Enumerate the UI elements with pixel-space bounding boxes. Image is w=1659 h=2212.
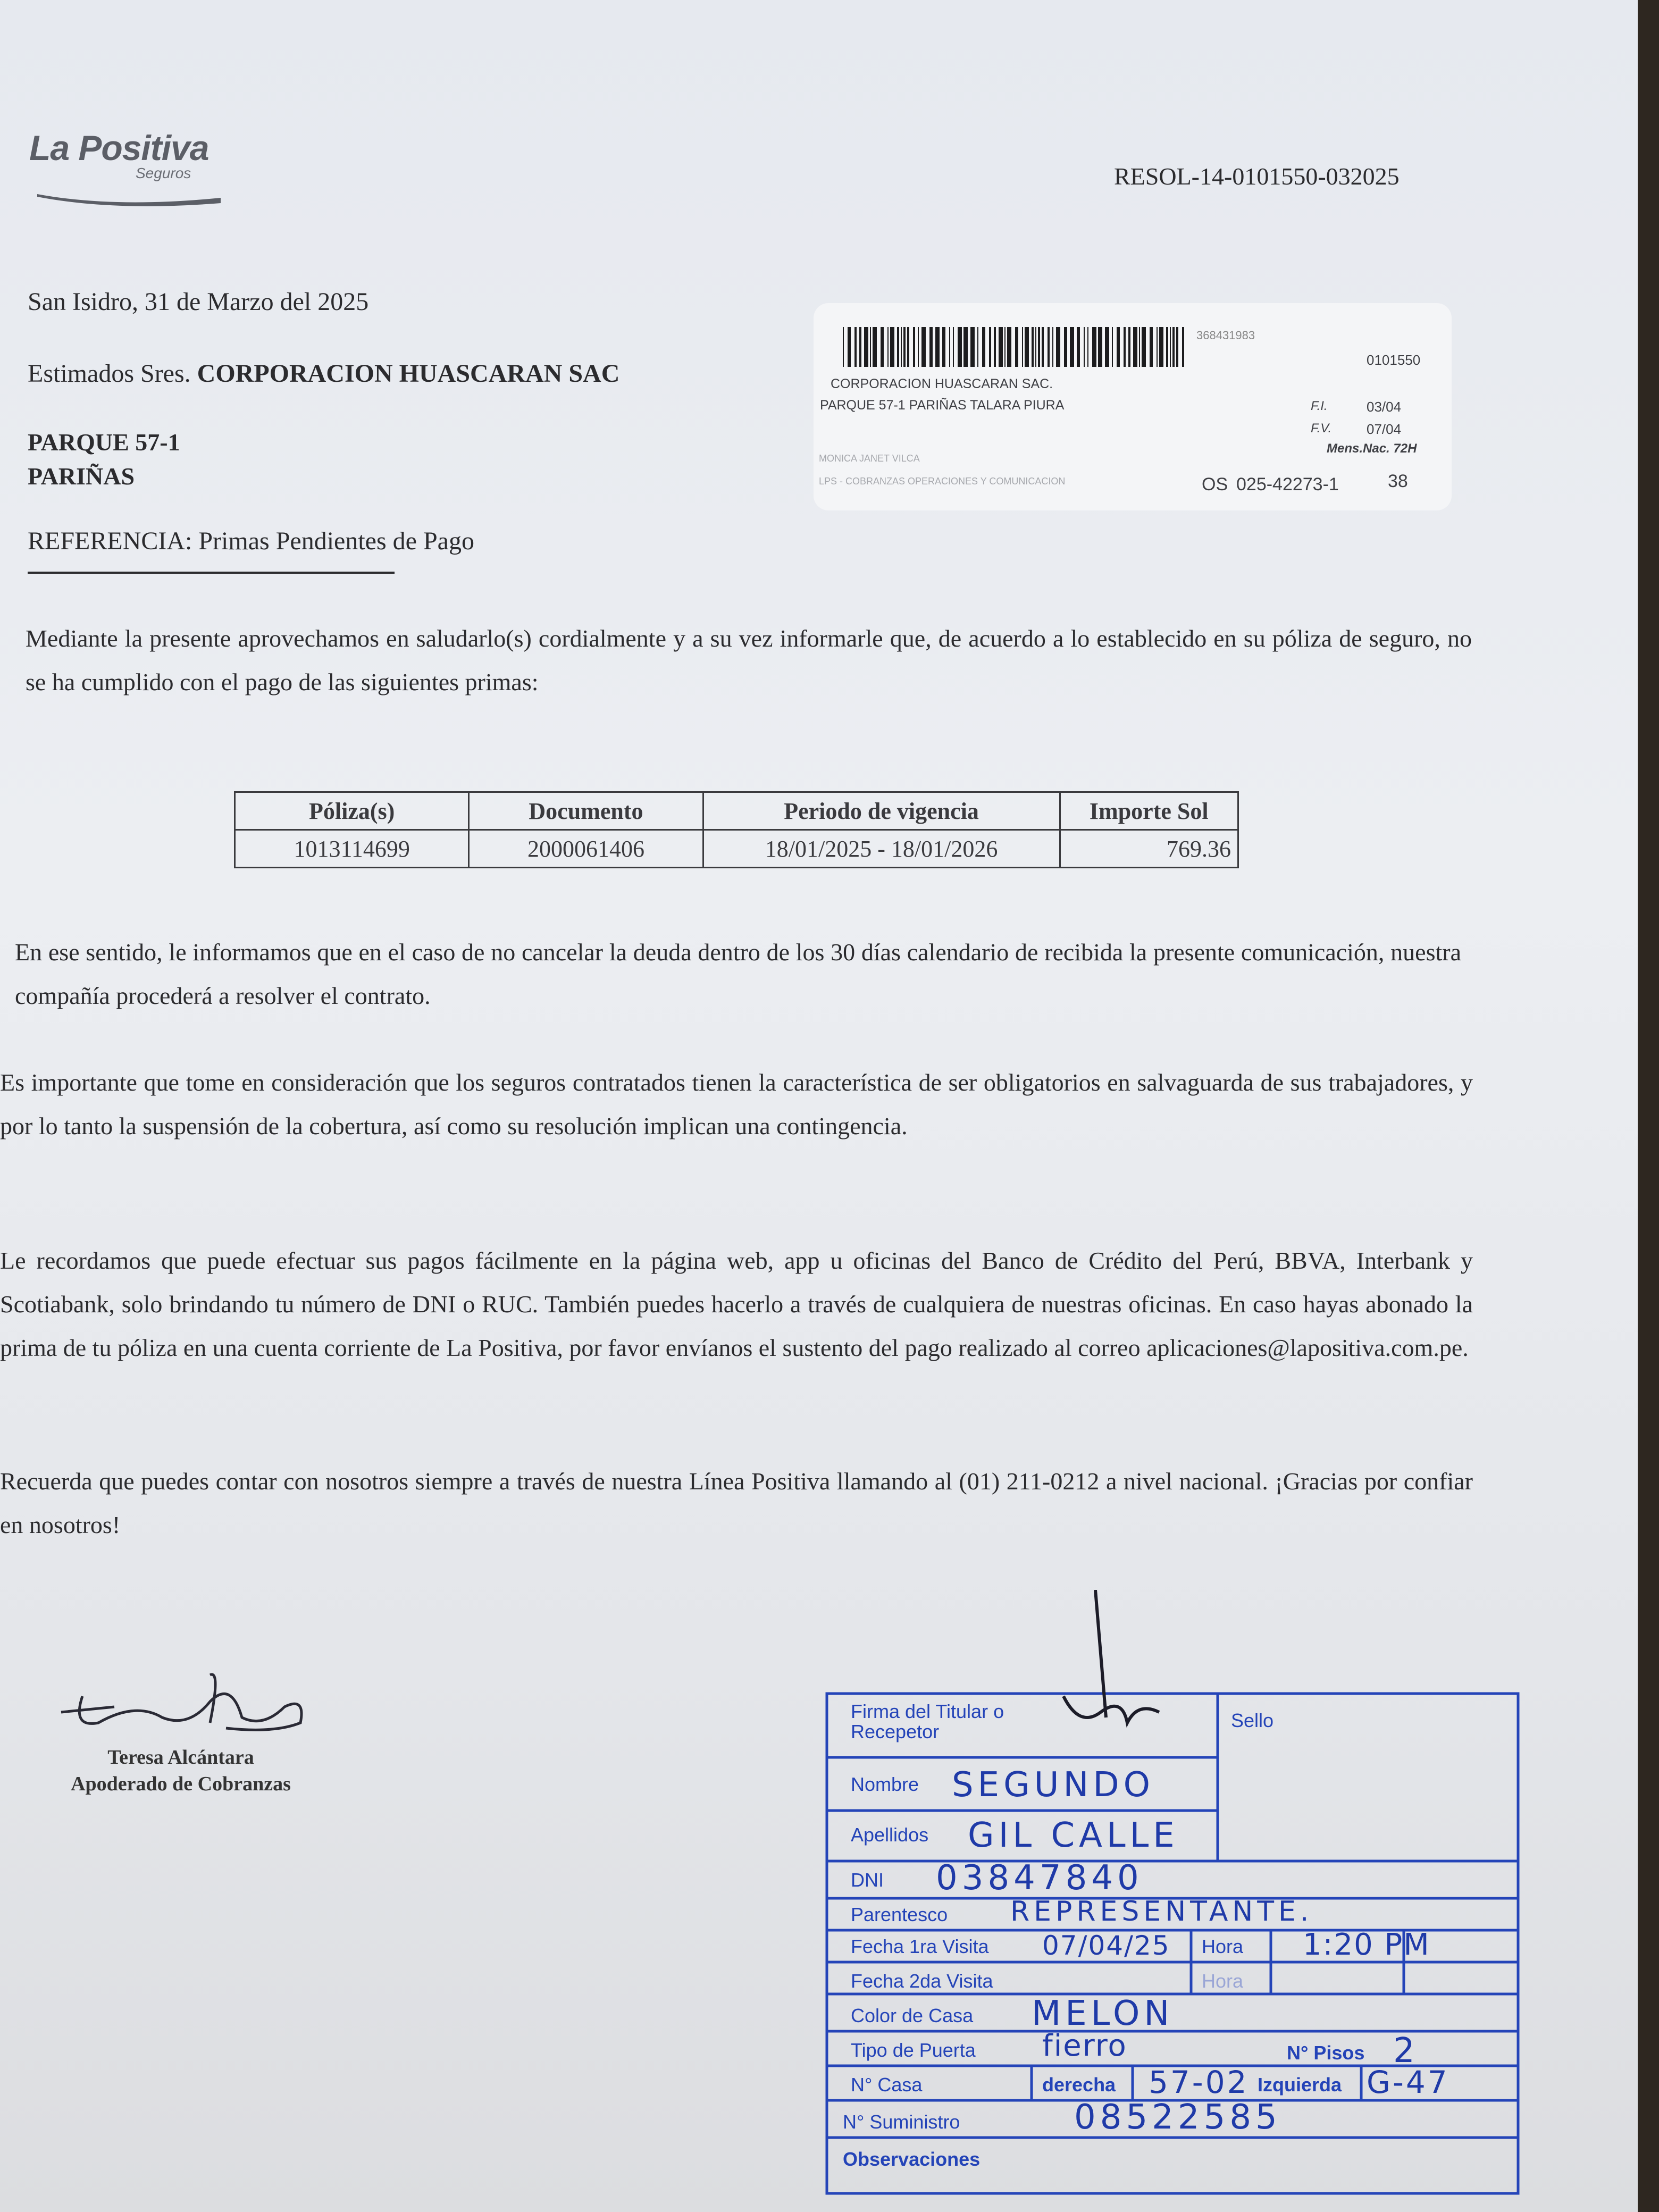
- paragraph-payment: Le recordamos que puede efectuar sus pagos fácilmente en la página web, app u oficinas del Banco de Crédito del Perú, BBVA, Interbank y Scotiabank, solo brindando tu número de DNI o RUC. También puedes hacerlo a través de cualquiera de nuestras oficinas. En caso hayas abonado la prima de tu póliza en una cuenta corriente de La Positiva, por favor envíanos el sustento del pago realizado al correo aplicaciones@lapositiva.com.pe.: [0, 1247, 1473, 1361]
- parentesco-label: Parentesco: [851, 1904, 948, 1925]
- tipo-puerta-value: fierro: [1042, 2029, 1127, 2063]
- cell-period: 18/01/2025 - 18/01/2026: [703, 830, 1060, 868]
- label-recipient: CORPORACION HUASCARAN SAC.: [831, 376, 1053, 391]
- col-header-policy: Póliza(s): [235, 792, 469, 830]
- table-row: [235, 830, 1238, 868]
- resolution-number: RESOL-14-0101550-032025: [1114, 163, 1400, 190]
- paragraph-contact: Recuerda que puedes contar con nosotros siempre a través de nuestra Línea Positiva llamando al (01) 211-0212 a nivel nacional. ¡Gracias por confiar en nosotros!: [0, 1468, 1473, 1538]
- shipping-label: [814, 303, 1452, 510]
- address-line-1: PARQUE 57-1: [28, 429, 180, 456]
- apellidos-label: Apellidos: [851, 1824, 929, 1846]
- greeting: [28, 359, 619, 388]
- signer-name: Teresa Alcántara: [107, 1746, 254, 1769]
- nombre-value: SEGUNDO: [952, 1765, 1155, 1805]
- os-number: 025-42273-1: [1236, 474, 1339, 495]
- logo-text: La Positiva: [29, 128, 209, 167]
- fv-label: F.V.: [1311, 421, 1332, 435]
- dni-label: DNI: [851, 1869, 884, 1891]
- nombre-label: Nombre: [851, 1773, 919, 1795]
- izquierda-value: G-47: [1367, 2064, 1449, 2100]
- izquierda-label: Izquierda: [1258, 2074, 1342, 2096]
- suministro-value: 08522585: [1074, 2098, 1281, 2137]
- barcode-icon: [843, 327, 1188, 367]
- cell-document: 2000061406: [469, 830, 703, 868]
- derecha-value: 57-02: [1149, 2064, 1249, 2100]
- reference-line: REFERENCIA: Primas Pendientes de Pago: [28, 527, 474, 555]
- signer-title: Apoderado de Cobranzas: [71, 1773, 291, 1795]
- greeting-prefix: Estimados Sres.: [28, 359, 191, 388]
- label-address: PARQUE 57-1 PARIÑAS TALARA PIURA: [820, 398, 1065, 413]
- derecha-label: derecha: [1042, 2074, 1116, 2096]
- pisos-value: 2: [1393, 2031, 1419, 2071]
- hora-label: Hora: [1202, 1936, 1244, 1957]
- dni-value: 03847840: [936, 1858, 1143, 1898]
- col-header-period: Periodo de vigencia: [703, 792, 1060, 830]
- col-header-amount: Importe Sol: [1060, 792, 1238, 830]
- barcode-number: 368431983: [1196, 329, 1255, 342]
- handwritten-signature: [51, 1648, 327, 1755]
- color-casa-label: Color de Casa: [851, 2005, 974, 2026]
- delivery-receipt-form: [819, 1680, 1526, 2201]
- signer-block: [43, 1744, 319, 1797]
- fecha2-label: Fecha 2da Visita: [851, 1970, 993, 1992]
- os-count: 38: [1388, 471, 1408, 491]
- fecha1-label: Fecha 1ra Visita: [851, 1936, 989, 1957]
- sender-area: LPS - COBRANZAS OPERACIONES Y COMUNICACION: [819, 476, 1066, 487]
- fi-label: F.I.: [1311, 399, 1328, 413]
- label-code: 0101550: [1367, 352, 1421, 368]
- address-block: [28, 425, 180, 493]
- pending-premiums-table: [234, 791, 1239, 868]
- cell-policy: 1013114699: [235, 830, 469, 868]
- company-name: CORPORACION HUASCARAN SAC: [197, 359, 620, 388]
- paragraph-consequence: En ese sentido, le informamos que en el caso de no cancelar la deuda dentro de los 30 días calendario de recibida la presente comunicación, nuestra compañía procederá a resolver el contrato.: [15, 939, 1461, 1009]
- casa-label: N° Casa: [851, 2074, 923, 2096]
- pisos-label: N° Pisos: [1287, 2042, 1365, 2064]
- service-type: Mens.Nac. 72H: [1327, 441, 1417, 456]
- page-edge-shadow: [1638, 0, 1659, 2212]
- fi-value: 03/04: [1367, 399, 1402, 415]
- os-label: OS: [1202, 474, 1228, 495]
- fecha1-value: 07/04/25: [1042, 1930, 1170, 1961]
- fv-value: 07/04: [1367, 421, 1402, 437]
- paragraph-importance: Es importante que tome en consideración que los seguros contratados tienen la característica de ser obligatorios en salvaguarda de sus trabajadores, y por lo tanto la suspensión de la cobertura, así como su resolución implican una contingencia.: [0, 1069, 1473, 1139]
- logo-subtext: Seguros: [136, 165, 191, 181]
- observaciones-label: Observaciones: [843, 2148, 981, 2170]
- parentesco-value: REPRESENTANTE.: [1010, 1896, 1313, 1928]
- la-positiva-logo: [29, 128, 231, 218]
- table-header-row: [235, 792, 1238, 830]
- tipo-puerta-label: Tipo de Puerta: [851, 2039, 976, 2061]
- address-line-2: PARIÑAS: [28, 463, 135, 490]
- recipient-signature: [1042, 1590, 1202, 1760]
- sender-name: MONICA JANET VILCA: [819, 453, 920, 464]
- hora-value: 1:20 PM: [1303, 1928, 1430, 1962]
- hora2-label: Hora: [1202, 1970, 1244, 1992]
- sello-label: Sello: [1231, 1710, 1274, 1731]
- paragraph-intro: Mediante la presente aprovechamos en saludarlo(s) cordialmente y a su vez informarle que, de acuerdo a lo establecido en su póliza de seguro, no se ha cumplido con el pago de las siguientes primas:: [26, 625, 1472, 696]
- logo-swoosh-icon: [35, 181, 226, 207]
- cell-amount: 769.36: [1060, 830, 1238, 868]
- place-date: San Isidro, 31 de Marzo del 2025: [28, 288, 369, 316]
- color-casa-value: MELON: [1032, 1994, 1174, 2033]
- apellidos-value: GIL CALLE: [968, 1816, 1179, 1855]
- col-header-document: Documento: [469, 792, 703, 830]
- suministro-label: N° Suministro: [843, 2111, 960, 2133]
- reference-underline: [28, 572, 395, 574]
- firma-label: Firma del Titular o Recepetor: [851, 1700, 1004, 1742]
